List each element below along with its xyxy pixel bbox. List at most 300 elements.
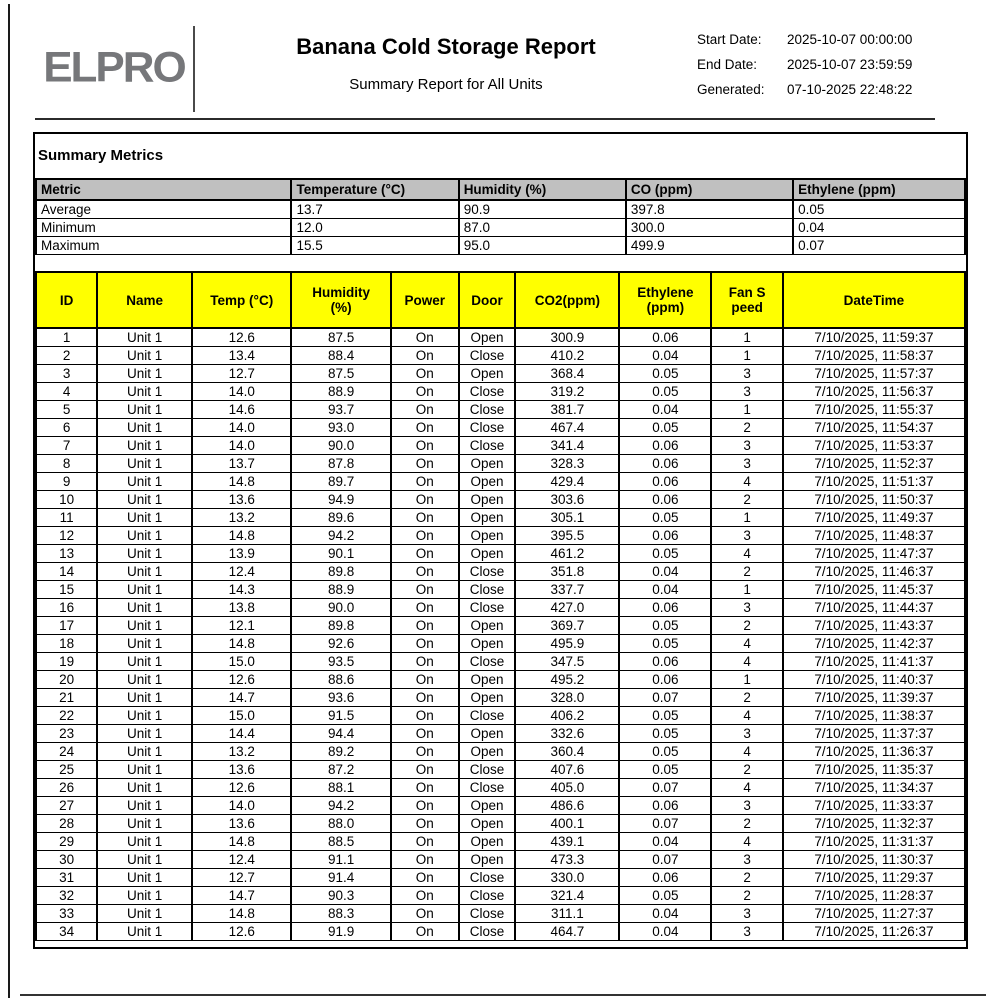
cell: 13.6 <box>192 815 291 833</box>
cell: Close <box>459 401 516 419</box>
table-row <box>36 527 965 545</box>
cell: 91.5 <box>291 707 390 725</box>
report-header <box>35 20 935 116</box>
cell: 12.7 <box>192 365 291 383</box>
cell: 0.06 <box>619 437 711 455</box>
cell: 2 <box>36 347 97 365</box>
cell: On <box>391 419 459 437</box>
cell: 321.4 <box>515 887 619 905</box>
readings-header-row <box>36 272 965 328</box>
table-row <box>36 365 965 383</box>
cell: Open <box>459 671 516 689</box>
cell: Unit 1 <box>97 527 192 545</box>
cell: Open <box>459 617 516 635</box>
cell: 330.0 <box>515 869 619 887</box>
cell: On <box>391 401 459 419</box>
cell: Unit 1 <box>97 779 192 797</box>
cell: On <box>391 653 459 671</box>
cell: 13.8 <box>192 599 291 617</box>
cell: 0.07 <box>793 237 965 255</box>
cell: Close <box>459 653 516 671</box>
cell: 94.2 <box>291 797 390 815</box>
cell: 3 <box>711 437 783 455</box>
cell: 30 <box>36 851 97 869</box>
column-header: Door <box>459 272 516 328</box>
cell: 15.5 <box>291 237 458 255</box>
cell: 14.6 <box>192 401 291 419</box>
cell: 1 <box>711 401 783 419</box>
cell: Open <box>459 328 516 347</box>
cell: 7/10/2025, 11:46:37 <box>783 563 965 581</box>
cell: 92.6 <box>291 635 390 653</box>
cell: On <box>391 491 459 509</box>
column-header: ID <box>36 272 97 328</box>
cell: On <box>391 509 459 527</box>
cell: 14.8 <box>192 833 291 851</box>
cell: 13.7 <box>291 200 458 219</box>
cell: 305.1 <box>515 509 619 527</box>
cell: Average <box>36 200 291 219</box>
cell: On <box>391 671 459 689</box>
cell: On <box>391 617 459 635</box>
cell: 4 <box>711 707 783 725</box>
table-row <box>36 851 965 869</box>
summary-header-row <box>36 179 965 200</box>
cell: 303.6 <box>515 491 619 509</box>
cell: 2 <box>711 491 783 509</box>
cell: 13.9 <box>192 545 291 563</box>
cell: 12.1 <box>192 617 291 635</box>
cell: On <box>391 833 459 851</box>
cell: Open <box>459 527 516 545</box>
cell: 0.06 <box>619 473 711 491</box>
cell: 407.6 <box>515 761 619 779</box>
cell: 91.1 <box>291 851 390 869</box>
cell: Close <box>459 707 516 725</box>
cell: On <box>391 527 459 545</box>
cell: 351.8 <box>515 563 619 581</box>
cell: 7/10/2025, 11:27:37 <box>783 905 965 923</box>
cell: On <box>391 689 459 707</box>
cell: 12.6 <box>192 671 291 689</box>
cell: 25 <box>36 761 97 779</box>
cell: 0.06 <box>619 671 711 689</box>
cell: Open <box>459 851 516 869</box>
cell: 0.05 <box>619 635 711 653</box>
cell: Open <box>459 365 516 383</box>
table-row <box>36 455 965 473</box>
cell: 3 <box>711 923 783 941</box>
cell: 429.4 <box>515 473 619 491</box>
cell: 20 <box>36 671 97 689</box>
cell: 337.7 <box>515 581 619 599</box>
cell: 7/10/2025, 11:43:37 <box>783 617 965 635</box>
cell: Unit 1 <box>97 887 192 905</box>
end-date-value: 2025-10-07 23:59:59 <box>787 57 913 72</box>
column-header: CO2(ppm) <box>515 272 619 328</box>
cell: 7/10/2025, 11:44:37 <box>783 599 965 617</box>
cell: 2 <box>711 761 783 779</box>
cell: 32 <box>36 887 97 905</box>
cell: On <box>391 599 459 617</box>
cell: 94.2 <box>291 527 390 545</box>
cell: 22 <box>36 707 97 725</box>
cell: 0.05 <box>619 887 711 905</box>
cell: 34 <box>36 923 97 941</box>
cell: Unit 1 <box>97 581 192 599</box>
cell: Unit 1 <box>97 905 192 923</box>
cell: 467.4 <box>515 419 619 437</box>
cell: 7/10/2025, 11:47:37 <box>783 545 965 563</box>
cell: On <box>391 473 459 491</box>
cell: Unit 1 <box>97 671 192 689</box>
cell: 4 <box>711 473 783 491</box>
cell: 90.3 <box>291 887 390 905</box>
cell: 400.1 <box>515 815 619 833</box>
cell: 381.7 <box>515 401 619 419</box>
cell: 7/10/2025, 11:53:37 <box>783 437 965 455</box>
cell: On <box>391 455 459 473</box>
cell: Unit 1 <box>97 437 192 455</box>
cell: 2 <box>711 869 783 887</box>
cell: 8 <box>36 455 97 473</box>
cell: 2 <box>711 563 783 581</box>
cell: 14.8 <box>192 473 291 491</box>
summary-metrics-title: Summary Metrics <box>38 147 164 164</box>
cell: On <box>391 851 459 869</box>
cell: On <box>391 923 459 941</box>
cell: Open <box>459 815 516 833</box>
table-row <box>36 437 965 455</box>
cell: On <box>391 581 459 599</box>
cell: 0.05 <box>619 743 711 761</box>
cell: 2 <box>711 887 783 905</box>
cell: Unit 1 <box>97 491 192 509</box>
cell: On <box>391 383 459 401</box>
cell: 0.04 <box>793 219 965 237</box>
table-row <box>36 328 965 347</box>
page-left-border <box>8 4 10 998</box>
cell: 18 <box>36 635 97 653</box>
cell: 7/10/2025, 11:40:37 <box>783 671 965 689</box>
table-row <box>36 347 965 365</box>
cell: Open <box>459 725 516 743</box>
cell: Close <box>459 599 516 617</box>
cell: 4 <box>711 833 783 851</box>
cell: Unit 1 <box>97 473 192 491</box>
table-row <box>36 599 965 617</box>
cell: 88.3 <box>291 905 390 923</box>
cell: 93.5 <box>291 653 390 671</box>
cell: Close <box>459 563 516 581</box>
cell: 0.06 <box>619 797 711 815</box>
cell: 0.04 <box>619 401 711 419</box>
cell: Unit 1 <box>97 797 192 815</box>
table-row <box>36 653 965 671</box>
cell: 14 <box>36 563 97 581</box>
cell: 319.2 <box>515 383 619 401</box>
cell: 0.04 <box>619 581 711 599</box>
cell: 12.6 <box>192 328 291 347</box>
cell: 21 <box>36 689 97 707</box>
cell: Unit 1 <box>97 401 192 419</box>
cell: Open <box>459 743 516 761</box>
summary-metrics-table <box>35 178 966 255</box>
cell: Open <box>459 635 516 653</box>
cell: 300.0 <box>626 219 793 237</box>
cell: 3 <box>711 905 783 923</box>
cell: On <box>391 365 459 383</box>
cell: 0.06 <box>619 491 711 509</box>
cell: 3 <box>711 455 783 473</box>
cell: 7/10/2025, 11:35:37 <box>783 761 965 779</box>
cell: 0.07 <box>619 851 711 869</box>
cell: 87.2 <box>291 761 390 779</box>
cell: Close <box>459 419 516 437</box>
cell: 14.0 <box>192 797 291 815</box>
column-header: Humidity (%) <box>459 179 626 200</box>
cell: 397.8 <box>626 200 793 219</box>
cell: 14.0 <box>192 437 291 455</box>
column-header: Power <box>391 272 459 328</box>
cell: Close <box>459 779 516 797</box>
cell: 14.8 <box>192 527 291 545</box>
report-title: Banana Cold Storage Report <box>296 34 596 59</box>
cell: 7/10/2025, 11:42:37 <box>783 635 965 653</box>
cell: 89.8 <box>291 563 390 581</box>
cell: 0.07 <box>619 779 711 797</box>
cell: Unit 1 <box>97 851 192 869</box>
cell: 23 <box>36 725 97 743</box>
cell: Open <box>459 509 516 527</box>
cell: 19 <box>36 653 97 671</box>
cell: Unit 1 <box>97 328 192 347</box>
cell: 4 <box>711 635 783 653</box>
cell: 0.04 <box>619 833 711 851</box>
cell: On <box>391 887 459 905</box>
cell: 93.0 <box>291 419 390 437</box>
cell: 7/10/2025, 11:29:37 <box>783 869 965 887</box>
cell: Unit 1 <box>97 509 192 527</box>
cell: 4 <box>711 653 783 671</box>
cell: 95.0 <box>459 237 626 255</box>
cell: 89.7 <box>291 473 390 491</box>
cell: Unit 1 <box>97 365 192 383</box>
cell: Unit 1 <box>97 869 192 887</box>
cell: 10 <box>36 491 97 509</box>
cell: 439.1 <box>515 833 619 851</box>
cell: 90.0 <box>291 599 390 617</box>
cell: 94.9 <box>291 491 390 509</box>
cell: 7/10/2025, 11:54:37 <box>783 419 965 437</box>
cell: 6 <box>36 419 97 437</box>
column-header: Metric <box>36 179 291 200</box>
column-header: Temperature (°C) <box>291 179 458 200</box>
cell: 0.04 <box>619 923 711 941</box>
cell: Unit 1 <box>97 707 192 725</box>
cell: 0.04 <box>619 563 711 581</box>
cell: 14.7 <box>192 887 291 905</box>
generated-label: Generated: <box>697 82 765 97</box>
report-meta <box>697 20 935 116</box>
table-row <box>36 419 965 437</box>
cell: 2 <box>711 617 783 635</box>
cell: 31 <box>36 869 97 887</box>
column-header: DateTime <box>783 272 965 328</box>
cell: 90.0 <box>291 437 390 455</box>
cell: 328.0 <box>515 689 619 707</box>
cell: 14.4 <box>192 725 291 743</box>
cell: 87.0 <box>459 219 626 237</box>
cell: Unit 1 <box>97 815 192 833</box>
cell: Close <box>459 923 516 941</box>
cell: 7/10/2025, 11:52:37 <box>783 455 965 473</box>
cell: 88.9 <box>291 581 390 599</box>
cell: 405.0 <box>515 779 619 797</box>
cell: 88.1 <box>291 779 390 797</box>
cell: On <box>391 563 459 581</box>
cell: Close <box>459 347 516 365</box>
cell: 0.06 <box>619 455 711 473</box>
cell: 13.6 <box>192 761 291 779</box>
cell: 328.3 <box>515 455 619 473</box>
cell: 0.04 <box>619 347 711 365</box>
footer-divider-line <box>20 994 986 996</box>
table-row <box>36 869 965 887</box>
cell: 88.4 <box>291 347 390 365</box>
cell: 0.05 <box>619 383 711 401</box>
cell: Unit 1 <box>97 455 192 473</box>
cell: 7/10/2025, 11:30:37 <box>783 851 965 869</box>
cell: 16 <box>36 599 97 617</box>
table-row <box>36 473 965 491</box>
table-row <box>36 797 965 815</box>
cell: On <box>391 328 459 347</box>
cell: 7/10/2025, 11:51:37 <box>783 473 965 491</box>
cell: 406.2 <box>515 707 619 725</box>
cell: 14.7 <box>192 689 291 707</box>
cell: 7/10/2025, 11:57:37 <box>783 365 965 383</box>
start-date-row <box>697 32 935 47</box>
cell: 87.8 <box>291 455 390 473</box>
cell: 1 <box>711 509 783 527</box>
cell: 88.5 <box>291 833 390 851</box>
cell: 7/10/2025, 11:28:37 <box>783 887 965 905</box>
column-header: Ethylene (ppm) <box>619 272 711 328</box>
cell: 0.05 <box>793 200 965 219</box>
cell: 7/10/2025, 11:59:37 <box>783 328 965 347</box>
cell: 90.9 <box>459 200 626 219</box>
cell: On <box>391 869 459 887</box>
column-header: Temp (°C) <box>192 272 291 328</box>
cell: 11 <box>36 509 97 527</box>
cell: 13.4 <box>192 347 291 365</box>
column-header: Humidity (%) <box>291 272 390 328</box>
cell: On <box>391 815 459 833</box>
end-date-label: End Date: <box>697 57 758 72</box>
cell: 1 <box>711 671 783 689</box>
cell: 7/10/2025, 11:31:37 <box>783 833 965 851</box>
cell: 499.9 <box>626 237 793 255</box>
cell: 0.07 <box>619 689 711 707</box>
cell: Open <box>459 473 516 491</box>
cell: Unit 1 <box>97 617 192 635</box>
cell: 94.4 <box>291 725 390 743</box>
cell: Unit 1 <box>97 743 192 761</box>
cell: 4 <box>711 779 783 797</box>
table-row <box>36 200 965 219</box>
column-header: Name <box>97 272 192 328</box>
cell: 1 <box>36 328 97 347</box>
column-header: Ethylene (ppm) <box>793 179 965 200</box>
cell: 0.05 <box>619 419 711 437</box>
table-row <box>36 671 965 689</box>
cell: 464.7 <box>515 923 619 941</box>
cell: 3 <box>711 383 783 401</box>
cell: 7/10/2025, 11:56:37 <box>783 383 965 401</box>
cell: 0.05 <box>619 761 711 779</box>
cell: On <box>391 437 459 455</box>
cell: 495.9 <box>515 635 619 653</box>
cell: Unit 1 <box>97 419 192 437</box>
table-row <box>36 761 965 779</box>
cell: 3 <box>711 851 783 869</box>
cell: 7/10/2025, 11:39:37 <box>783 689 965 707</box>
cell: Unit 1 <box>97 833 192 851</box>
cell: 91.9 <box>291 923 390 941</box>
cell: 0.06 <box>619 653 711 671</box>
cell: Open <box>459 545 516 563</box>
table-row <box>36 707 965 725</box>
cell: Unit 1 <box>97 563 192 581</box>
end-date-row <box>697 57 935 72</box>
cell: On <box>391 347 459 365</box>
start-date-value: 2025-10-07 00:00:00 <box>787 32 913 47</box>
cell: 427.0 <box>515 599 619 617</box>
cell: 7/10/2025, 11:33:37 <box>783 797 965 815</box>
table-row <box>36 779 965 797</box>
cell: 0.05 <box>619 365 711 383</box>
cell: 3 <box>711 599 783 617</box>
cell: 0.05 <box>619 617 711 635</box>
cell: 5 <box>36 401 97 419</box>
cell: Open <box>459 833 516 851</box>
cell: 13.7 <box>192 455 291 473</box>
cell: 0.07 <box>619 815 711 833</box>
cell: 7/10/2025, 11:58:37 <box>783 347 965 365</box>
table-row <box>36 617 965 635</box>
report-subtitle: Summary Report for All Units <box>349 76 543 93</box>
cell: 0.05 <box>619 509 711 527</box>
cell: Close <box>459 761 516 779</box>
cell: Open <box>459 491 516 509</box>
cell: On <box>391 905 459 923</box>
cell: 4 <box>711 545 783 563</box>
cell: 15 <box>36 581 97 599</box>
cell: 7/10/2025, 11:50:37 <box>783 491 965 509</box>
cell: 7/10/2025, 11:45:37 <box>783 581 965 599</box>
table-row <box>36 815 965 833</box>
cell: 4 <box>711 743 783 761</box>
cell: 0.06 <box>619 328 711 347</box>
cell: 91.4 <box>291 869 390 887</box>
cell: 7/10/2025, 11:48:37 <box>783 527 965 545</box>
cell: 332.6 <box>515 725 619 743</box>
cell: 15.0 <box>192 707 291 725</box>
cell: 347.5 <box>515 653 619 671</box>
table-row <box>36 905 965 923</box>
cell: 473.3 <box>515 851 619 869</box>
